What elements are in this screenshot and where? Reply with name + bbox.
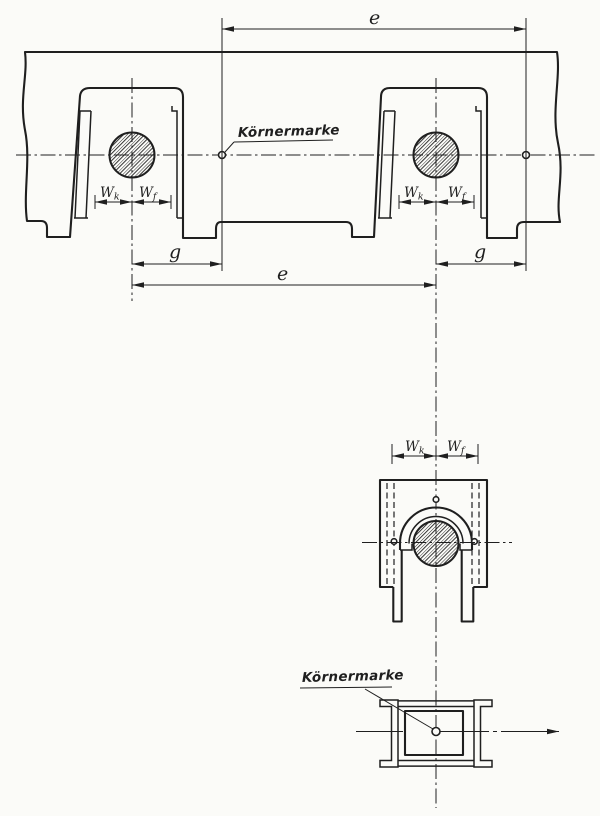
dim-label-wk-right: Wk: [404, 185, 424, 203]
dim-label-e-top: e: [369, 7, 381, 29]
dimension-g-left: [132, 241, 222, 264]
punch-mark-callout-top: [225, 122, 340, 152]
dim-label-wf-front: Wf: [447, 439, 465, 457]
dim-label-e-bottom: e: [277, 263, 289, 285]
dimension-g-right: [436, 241, 526, 264]
dim-label-wk-front: Wk: [405, 439, 425, 457]
punch-mark-callout-plan: [300, 667, 433, 729]
arch-flange-right: [460, 544, 472, 551]
right-slot-internals: [378, 106, 487, 218]
dim-label-g-left: g: [169, 241, 182, 263]
arch-flange-left: [400, 544, 412, 551]
dim-label-wk-left: Wk: [100, 185, 120, 203]
left-channel-profile: [380, 700, 398, 767]
mid-elevation-view: [362, 439, 512, 622]
left-slot-internals: [74, 106, 183, 218]
rail-body-outline: [23, 52, 561, 238]
top-punch-mark-front: [433, 497, 439, 503]
dim-label-g-right: g: [474, 241, 487, 263]
left-slot-wall: [172, 106, 183, 218]
right-punch-mark-front: [472, 539, 478, 545]
right-channel-profile: [474, 700, 492, 767]
punch-mark-plan: [432, 728, 440, 736]
punch-mark-label-plan: Körnermarke: [301, 667, 404, 686]
right-slot-wedge: [378, 111, 395, 218]
spindle-shaft-front: [414, 521, 459, 566]
left-slot-wedge: [74, 111, 91, 218]
dimension-wkwf-front: [392, 439, 478, 464]
dim-label-wf-left: Wf: [139, 185, 157, 203]
punch-mark-label-top: Körnermarke: [237, 122, 340, 141]
dimension-wkwf-left: [95, 185, 171, 209]
right-slot-wall: [476, 106, 487, 218]
left-punch-mark-front: [391, 539, 397, 545]
dimension-e-bottom: [132, 263, 436, 285]
dimension-e-top: [222, 7, 526, 29]
dim-label-wf-right: Wf: [448, 185, 466, 203]
bottom-plan-view: [300, 667, 559, 767]
